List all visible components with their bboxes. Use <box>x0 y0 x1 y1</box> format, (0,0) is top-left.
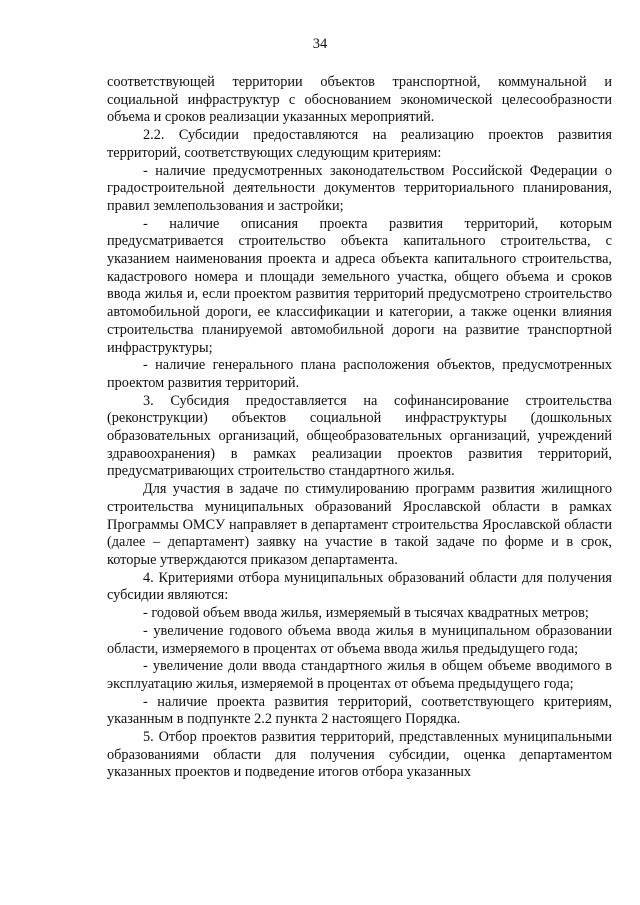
paragraph: 4. Критериями отбора муниципальных образований области для получения субсидии являются: <box>107 569 612 604</box>
paragraph: - увеличение доли ввода стандартного жилья в общем объеме вводимого в эксплуатацию жилья, измеряемой в процентах от объема предыдущего года; <box>107 658 612 692</box>
paragraph: соответствующей территории объектов транспортной, коммунальной и социальной инфраструктур с обоснованием экономической целесообразности объема и сроков реализации указанных мероприятий. <box>107 74 612 126</box>
paragraph: - наличие описания проекта развития территорий, которым предусматривается строительство объекта капитального строительства, с указанием наименования проекта и адреса объекта капитального строительства, кадастрового номера и площади земельного участка, общего объема и сроков ввода жилья и, если проектом развития территорий предусмотрено строительство автомобильной дороги, ее классификации и категории, а также оценки влияния строительства планируемой автомобильной дороги на развитие транспортной инфраструктуры; <box>107 215 612 356</box>
paragraph: - увеличение годового объема ввода жилья в муниципальном образовании области, измеряемого в процентах от объема ввода жилья предыдущего года; <box>107 622 612 657</box>
paragraph: 2.2. Субсидии предоставляются на реализацию проектов развития территорий, соответствующих следующим критериям: <box>107 127 612 161</box>
page-number: 34 <box>312 36 328 52</box>
document-body <box>107 74 612 782</box>
paragraph: 3. Субсидия предоставляется на софинансирование строительства (реконструкции) объектов социальной инфраструктуры (дошкольных образовательных организаций, общеобразовательных организаций, учреждений здравоохранения) в рамках реализации проектов развития территорий, предусматривающих строительство стандартного жилья. <box>107 392 612 480</box>
paragraph: - наличие проекта развития территорий, соответствующего критериям, указанным в подпункте 2.2 пункта 2 настоящего Порядка. <box>107 693 612 728</box>
paragraph: - годовой объем ввода жилья, измеряемый в тысячах квадратных метров; <box>143 605 589 622</box>
paragraph: - наличие генерального плана расположения объектов, предусмотренных проектом развития территорий. <box>107 357 612 391</box>
paragraph: 5. Отбор проектов развития территорий, представленных муниципальными образованиями области для получения субсидии, оценка департаментом указанных проектов и подведение итогов отбора указанных <box>107 729 612 781</box>
paragraph: - наличие предусмотренных законодательством Российской Федерации о градостроительной деятельности документов территориального планирования, правил землепользования и застройки; <box>107 162 612 214</box>
paragraph: Для участия в задаче по стимулированию программ развития жилищного строительства муниципальных образований Ярославской области в рамках Программы ОМСУ направляет в департамент строительства Ярославской области (далее – департамент) заявку на участие в такой задаче по форме и в срок, которые утверждаются приказом департамента. <box>107 481 612 568</box>
